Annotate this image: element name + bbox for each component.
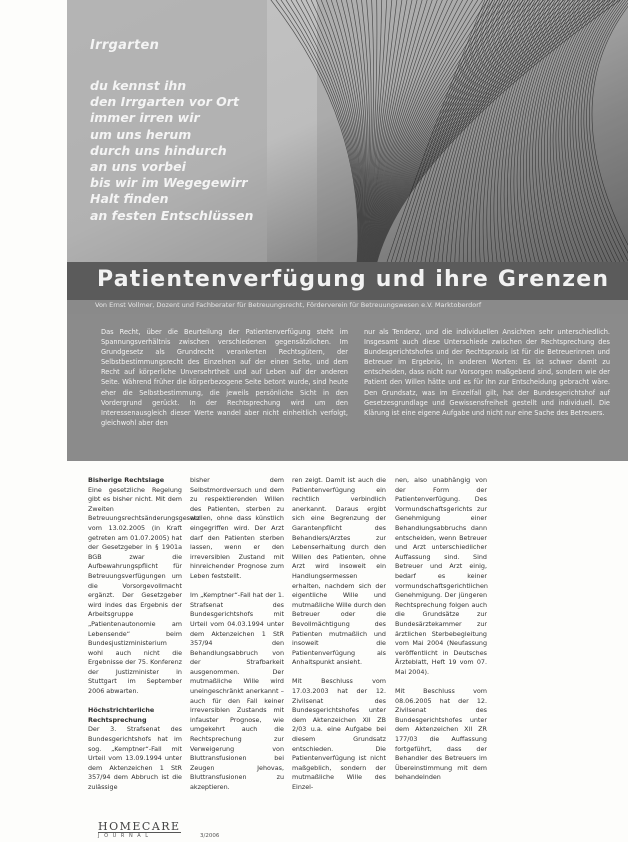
poem-title: Irrgarten (90, 38, 160, 53)
poem (90, 38, 253, 224)
logo-main: HOMECARE (98, 820, 181, 833)
poem-lines (90, 78, 253, 224)
body-column-4 (395, 476, 487, 793)
hero-photo (67, 0, 628, 262)
poem-line: durch uns hindurch (90, 142, 227, 158)
article-title: Patientenverfügung und ihre Grenzen (97, 267, 610, 292)
article-subtitle: Von Ernst Vollmer, Dozent und Fachberater für Betreuungsrecht, Förderverein für Betreuungswesen e.V. Marktoberdorf (95, 301, 482, 309)
body-paragraph (88, 706, 182, 792)
body-paragraph (190, 476, 284, 582)
paragraph-text: bisher dem Selbstmordversuch und dem zu respektierenden Willen des Patienten, sterben zu wollen, ohne dass künstlich eingegriffen wird. Der Arzt darf den Patienten sterben lassen, wenn er den irreversiblen Zustand mit hinreichender Prognose zum Leben feststellt. (190, 476, 284, 580)
paragraph-text: ren zeigt. Damit ist auch die Patientenverfügung ein rechtlich verbindlich anerkannt. Daraus ergibt sich eine Begrenzung der Garantenpflicht des Behandlers/Arztes zur Lebenserhaltung durch den Willen des Patienten, ohne Arzt wird insoweit ein Handlungsermessen erhalten, nachdem sich der eigentliche Wille und mutmaßliche Wille durch den Betreuer oder die Bevollmächtigung des Patienten mutmaßlich und insoweit die Patientenverfügung als Anhaltspunkt ansieht. (292, 476, 386, 667)
poem-line: an festen Entschlüssen (90, 207, 254, 223)
poem-line: an uns vorbei (90, 159, 186, 175)
subtitle-bar (67, 300, 628, 314)
paragraph-text: nen, also unabhängig von der Form der Patientenverfügung. Des Vormundschaftsgerichts zur Genehmigung einer Behandlungsabbruchs dann entscheiden, wenn Betreuer und Arzt unterschiedlicher Auffassung sind. Sind Betreuer und Arzt einig, bedarf es keiner vormundschaftsgerichtlichen Genehmigung. Der jüngeren Rechtsprechung folgen auch die Grundsätze zur Bundesärztekammer zur ärztlichen Sterbebegleitung vom Mai 2004 (Neufassung veröffentlicht in Deutsches Ärzteblatt, Heft 19 vom 07. Mai 2004). (395, 476, 488, 676)
poem-line: den Irrgarten vor Ort (90, 94, 239, 110)
intro-column-left: Das Recht, über die Beurteilung der Patientenverfügung steht im Spannungsverhältnis zwischen verschiedenen gegensätzlichen. Im Grundgesetz als Grundrecht verankerten Rechtsgütern, der Selbstbestimmungsrecht des Einzelnen auf der einen Seite, und dem Recht auf körperliche Unversehrtheit und auf Leben auf der anderen Seite. Während früher die körperbezogene Seite betont wurde, sind heute eher die Selbstbestimmung, die jeweils persönliche Sicht in den Vordergrund gerückt. In der Rechtsprechung wird um den Interessenausgleich dieser Werte wandel aber nicht einheitlich verfolgt, gleichwohl aber den (101, 328, 348, 427)
title-bar (67, 262, 628, 300)
magazine-logo (98, 822, 181, 840)
section-heading: Höchstrichterliche Rechtsprechung (88, 706, 155, 724)
body-paragraph (292, 677, 386, 792)
logo-sub: JOURNAL (98, 832, 181, 840)
paragraph-text: Mit Beschluss vom 08.06.2005 hat der 12. Zivilsenat des Bundesgerichtshofes unter dem Aktenzeichen XII ZR 177/03 die Auffassung fortgeführt, dass der Behandler des Betreuers im Übereinstimmung mit dem behandelnden (395, 687, 487, 782)
section-heading: Bisherige Rechtslage (88, 476, 165, 484)
body-paragraph (292, 476, 386, 668)
poem-line: um uns herum (90, 126, 192, 142)
paragraph-text: Der 3. Strafsenat des Bundesgerichtshofs hat im sog. „Kemptner“-Fall mit Urteil vom 13.09.1994 unter dem Aktenzeichen 1 StR 357/94 dem Abbruch ist die zulässige (88, 725, 182, 791)
paragraph-text: Im „Kemptner“-Fall hat der 1. Strafsenat des Bundesgerichtshofs mit Urteil vom 04.03.1994 unter dem Aktenzeichen 1 StR 357/94 den Behandlungsabbruch von der Strafbarkeit ausgenommen. Der mutmaßliche Wille wird uneingeschränkt anerkannt – auch für den Fall keiner irreversiblen Zustands mit infauster Prognose, wie umgekehrt auch die Rechtsprechung zur Verweigerung von Bluttransfusionen bei Zeugen Jehovas, Bluttransfusionen zu akzeptieren. (190, 591, 284, 791)
body-paragraph (88, 476, 200, 697)
poem-line: du kennst ihn (90, 78, 187, 93)
body-column-1 (88, 476, 200, 802)
paragraph-text: Eine gesetzliche Regelung gibt es bisher nicht. Mit dem Zweiten Betreuungsrechtsänderungsgesetz vom 13.02.2005 (in Kraft getreten am 01.07.2005) hat der Gesetzgeber in § 1901a BGB zwar die Aufbewahrungspflicht für Betreuungsverfügungen um die Vorsorgevollmacht ergänzt. Der Gesetzgeber wird indes das Ergebnis der Arbeitsgruppe „Patientenautonomie am Lebensende“ beim Bundesjustizministerium wohl auch nicht die Ergebnisse der 75. Konferenz der Justizminister in Stuttgart im September 2006 abwarten. (88, 485, 200, 696)
poem-line: bis wir im Wegegewirr (90, 175, 248, 191)
body-paragraph (395, 476, 487, 677)
poem-line: immer irren wir (90, 110, 200, 126)
intro-column-right: nur als Tendenz, und die individuellen Ansichten sehr unterschiedlich. Insgesamt auch diese Unterschiede zwischen der Rechtsprechung des Bundesgerichtshofes und der Rechtspraxis ist für die Betreuerinnen und Betreuer im Ergebnis, in anderen Worten: Es ist schwer damit zu entscheiden, dass nicht nur Vorsorgen maßgebend sind, sondern wie der Patient den Willen hätte und es für ihn zur Entscheidung gebracht wäre. Den Grundsatz, was im Einzelfall gilt, hat der Bundesgerichtshof auf Gesetzesgrundlage und Gewissensfreiheit gestellt und individuell. Die Klärung ist eine eigene Aufgabe und nicht nur eine Sache des Betreuers. (364, 328, 610, 417)
body-column-2 (190, 476, 284, 802)
poem-line: Halt finden (90, 191, 169, 207)
issue-number: 3/2006 (200, 833, 220, 839)
intro-box (67, 314, 628, 461)
body-paragraph (190, 591, 284, 792)
body-paragraph (395, 687, 487, 783)
paragraph-text: Mit Beschluss vom 17.03.2003 hat der 12. Zivilsenat des Bundesgerichtshofes unter dem Aktenzeichen XII ZB 2/03 u.a. eine Aufgabe bei diesem Grundsatz entschieden. Die Patientenverfügung ist nicht maßgeblich, sondern der mutmaßliche Wille des Einzel- (292, 677, 386, 791)
body-column-3 (292, 476, 386, 802)
